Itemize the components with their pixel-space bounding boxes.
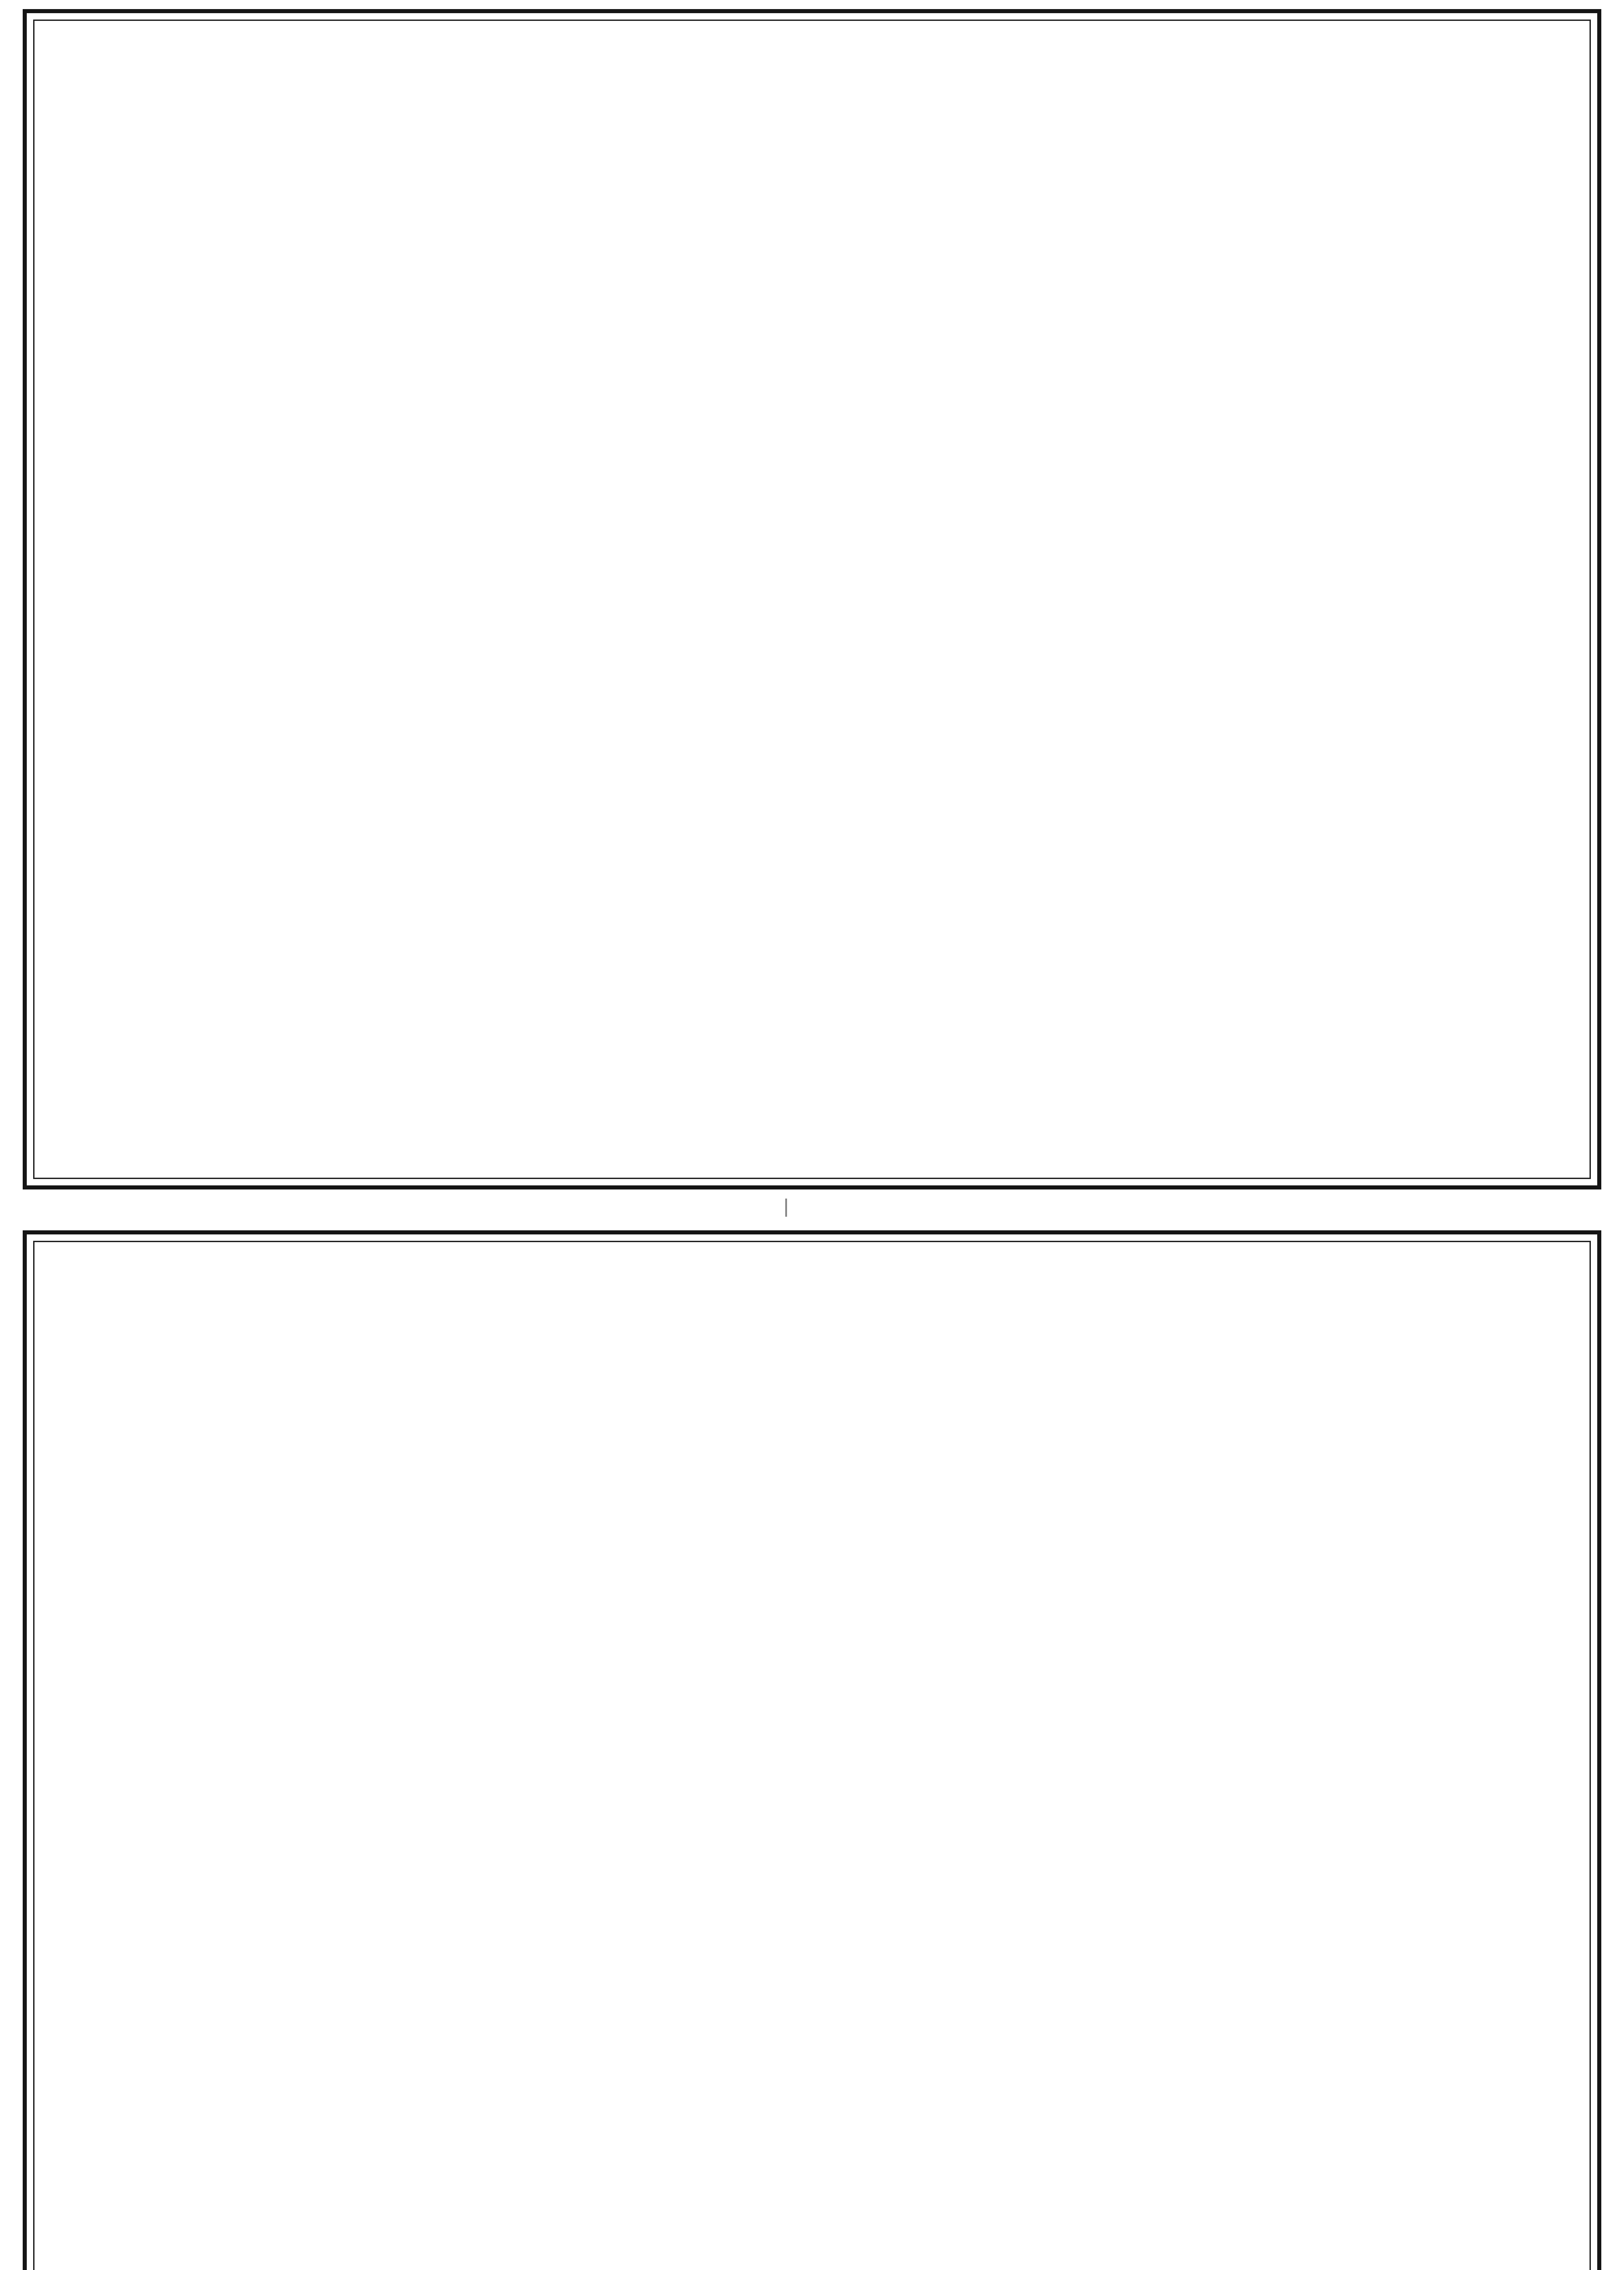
fold-mark bbox=[785, 1199, 787, 1217]
top-page-columns bbox=[34, 21, 1590, 1178]
top-page-frame bbox=[33, 20, 1591, 1179]
top-page-panel bbox=[23, 9, 1601, 1189]
bottom-page-columns bbox=[34, 1242, 1590, 2270]
bottom-page-panel bbox=[23, 1230, 1601, 2270]
bottom-page-frame bbox=[33, 1241, 1591, 2270]
